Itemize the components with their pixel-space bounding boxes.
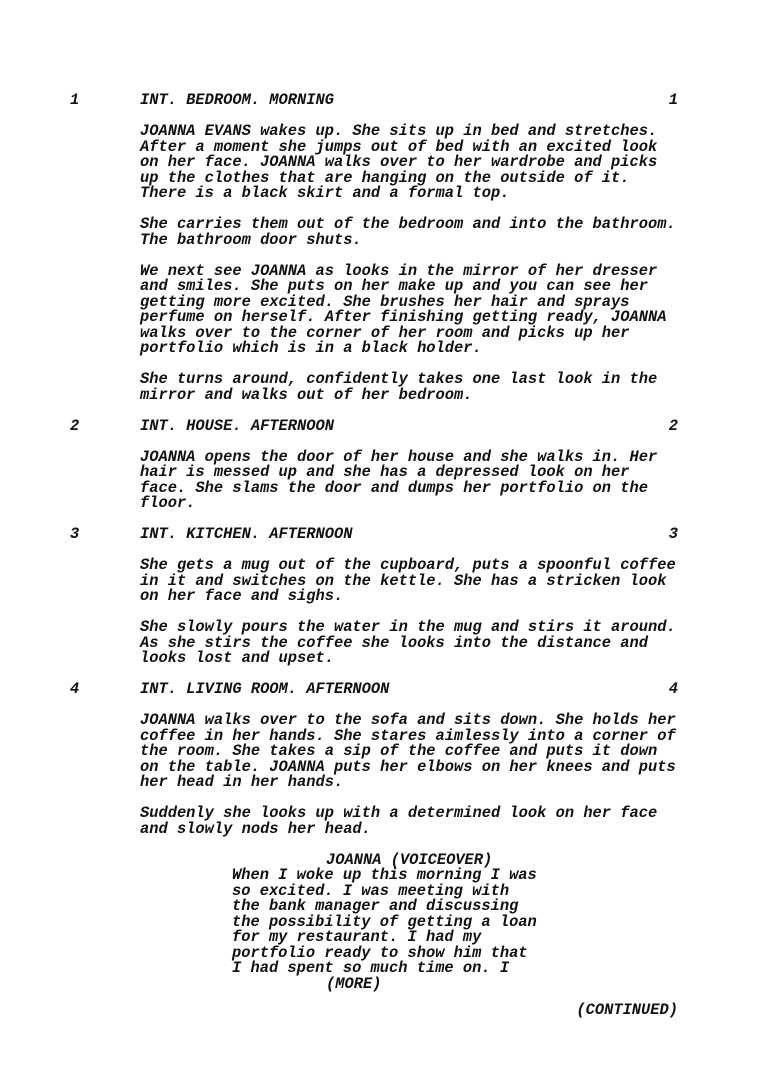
scene-2 bbox=[0, 416, 768, 512]
scene-number-left: 3 bbox=[70, 525, 80, 543]
action-paragraph: She gets a mug out of the cupboard, puts a spoonful coffee in it and switches on the kettle. She has a stricken look on her face and sighs. bbox=[140, 556, 676, 605]
scene-heading-row bbox=[0, 93, 768, 109]
scene-number-right: 2 bbox=[668, 416, 678, 435]
action-paragraph: JOANNA walks over to the sofa and sits down. She holds her coffee in her hands. She stares aimlessly into a corner of the room. She takes a sip of the coffee and puts it down on the table. JOANNA puts her elbows on her knees and puts her head in her hands. bbox=[140, 711, 676, 791]
scene-number-left: 2 bbox=[70, 416, 80, 435]
dialogue-block bbox=[0, 850, 768, 993]
more-label: (MORE) bbox=[326, 974, 382, 993]
scene-heading-row bbox=[0, 682, 768, 698]
scene-heading: INT. HOUSE. AFTERNOON bbox=[140, 416, 334, 435]
action-paragraph: She turns around, confidently takes one last look in the mirror and walks out of her bedroom. bbox=[140, 370, 658, 404]
scene-number-left: 1 bbox=[70, 91, 80, 109]
scene-heading-row bbox=[0, 416, 768, 435]
dialogue-character: JOANNA (VOICEOVER) bbox=[326, 850, 493, 869]
action-paragraph: Suddenly she looks up with a determined look on her face and slowly nods her head. bbox=[140, 804, 658, 838]
action-paragraph: JOANNA EVANS wakes up. She sits up in bed and stretches. After a moment she jumps out of bed with an excited look on her face. JOANNA walks over to her wardrobe and picks up the clothes that are hanging on the outside of it. There is a black skirt and a formal top. bbox=[140, 122, 658, 202]
action-paragraph: She carries them out of the bedroom and into the bathroom. The bathroom door shuts. bbox=[140, 215, 676, 249]
scene-heading: INT. LIVING ROOM. AFTERNOON bbox=[140, 680, 390, 698]
scene-4 bbox=[0, 682, 768, 837]
scene-number-right: 3 bbox=[668, 525, 678, 543]
screenplay-page bbox=[0, 93, 768, 992]
scene-1 bbox=[0, 93, 768, 403]
action-paragraph: We next see JOANNA as looks in the mirror of her dresser and smiles. She puts on her make up and you can see her getting more excited. She brushes her hair and sprays perfume on herself. After finishing getting ready, JOANNA walks over to the corner of her room and picks up her portfolio which is in a black holder. bbox=[140, 261, 667, 357]
scene-heading: INT. KITCHEN. AFTERNOON bbox=[140, 525, 353, 543]
scene-3 bbox=[0, 527, 768, 667]
scene-number-left: 4 bbox=[70, 680, 80, 698]
action-paragraph: She slowly pours the water in the mug and stirs it around. As she stirs the coffee she looks into the distance and looks lost and upset. bbox=[140, 618, 676, 667]
scene-heading-row bbox=[0, 527, 768, 543]
scene-number-right: 1 bbox=[668, 91, 678, 109]
scene-heading: INT. BEDROOM. MORNING bbox=[140, 91, 334, 109]
scene-number-right: 4 bbox=[668, 680, 678, 698]
continued-label: (CONTINUED) bbox=[576, 1001, 678, 1019]
action-paragraph: JOANNA opens the door of her house and she walks in. Her hair is messed up and she has a depressed look on her face. She slams the door and dumps her portfolio on the floor. bbox=[140, 447, 658, 512]
dialogue-text: When I woke up this morning I was so excited. I was meeting with the bank manager and discussing the possibility of getting a loan for my restaurant. I had my portfolio ready to show him that I had spent so much time on. I bbox=[232, 866, 537, 977]
